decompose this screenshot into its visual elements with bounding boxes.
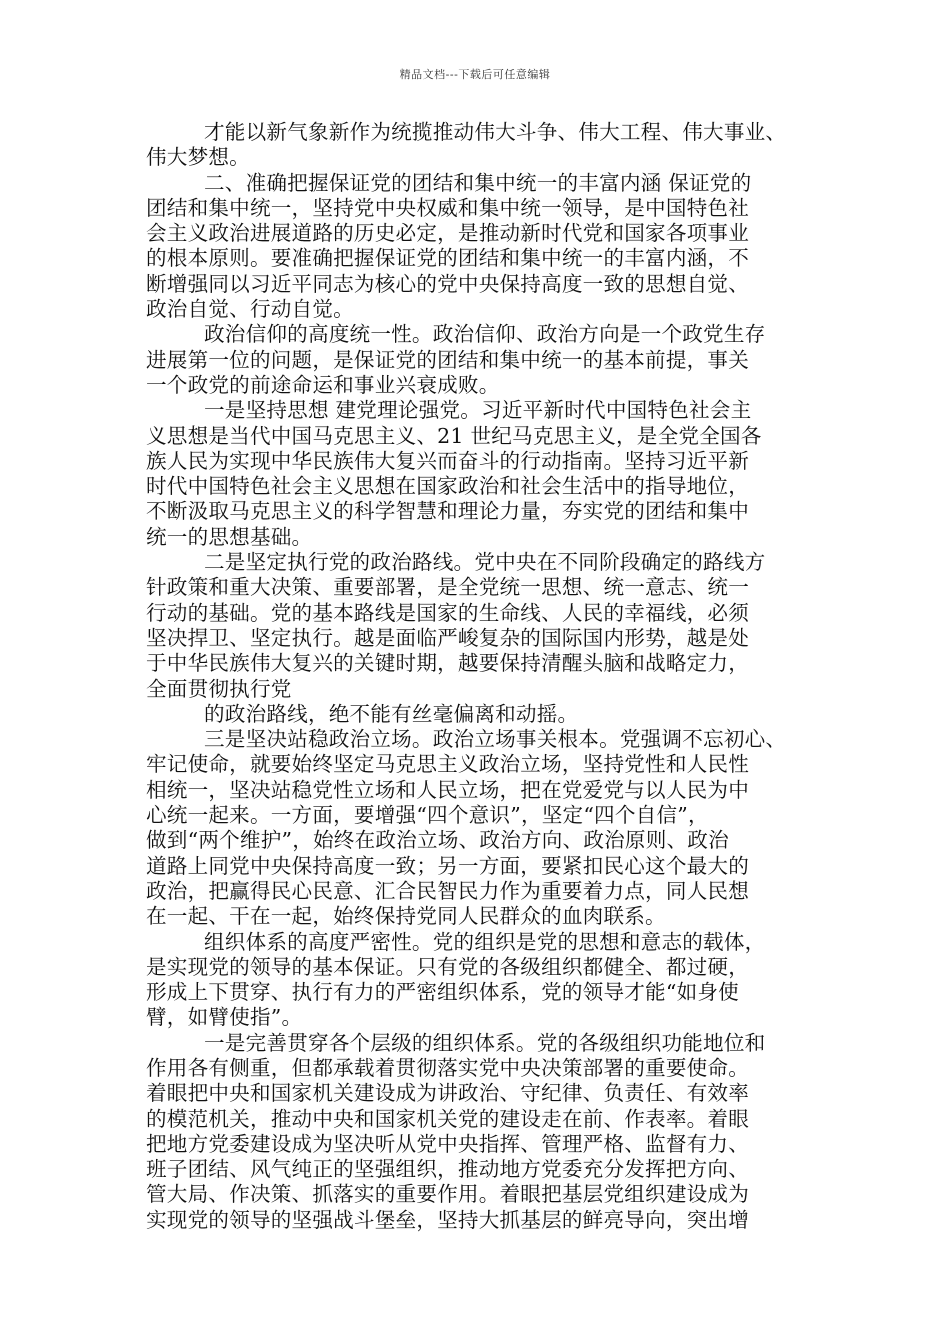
text-line: 时代中国特色社会主义思想在国家政治和社会生活中的指导地位， xyxy=(146,474,750,499)
text-line: 道路上同党中央保持高度一致；另一方面，要紧扣民心这个最大的 xyxy=(146,853,750,878)
text-line: 一是坚持思想 建党理论强党。习近平新时代中国特色社会主 xyxy=(204,398,752,423)
text-line: 实现党的领导的坚强战斗堡垒，坚持大抓基层的鲜亮导向，突出增 xyxy=(146,1207,750,1232)
text-line: 断增强同以习近平同志为核心的党中央保持高度一致的思想自觉、 xyxy=(146,271,750,296)
text-line: 族人民为实现中华民族伟大复兴而奋斗的行动指南。坚持习近平新 xyxy=(146,448,750,473)
text-line: 班子团结、风气纯正的坚强组织，推动地方党委充分发挥把方向、 xyxy=(146,1157,750,1182)
text-line: 进展第一位的问题，是保证党的团结和集中统一的基本前提，事关 xyxy=(146,347,750,372)
text-line: 在一起、干在一起，始终保持党同人民群众的血肉联系。 xyxy=(146,904,666,929)
text-line: 政治，把赢得民心民意、汇合民智民力作为重要着力点，同人民想 xyxy=(146,878,750,903)
text-line: 是实现党的领导的基本保证。只有党的各级组织都健全、都过硬， xyxy=(146,954,750,979)
text-line: 三是坚决站稳政治立场。政治立场事关根本。党强调不忘初心、 xyxy=(204,727,787,752)
text-line: 二、准确把握保证党的团结和集中统一的丰富内涵 保证党的 xyxy=(204,170,752,195)
text-line: 才能以新气象新作为统揽推动伟大斗争、伟大工程、伟大事业、 xyxy=(204,120,787,144)
text-line: 针政策和重大决策、重要部署，是全党统一思想、统一意志、统一 xyxy=(146,575,750,600)
text-line: 臂，如臂使指”。 xyxy=(146,1005,303,1030)
text-line: 于中华民族伟大复兴的关键时期，越要保持清醒头脑和战略定力， xyxy=(146,651,750,676)
text-line: 义思想是当代中国马克思主义、21 世纪马克思主义，是全党全国各 xyxy=(146,423,762,448)
text-line: 行动的基础。党的基本路线是国家的生命线、人民的幸福线，必须 xyxy=(146,600,750,625)
document-body xyxy=(146,120,810,1233)
text-line: 形成上下贯穿、执行有力的严密组织体系，党的领导才能“如身使 xyxy=(146,980,739,1005)
text-line: 的模范机关，推动中央和国家机关党的建设走在前、作表率。着眼 xyxy=(146,1106,750,1131)
text-line: 的政治路线，绝不能有丝毫偏离和动摇。 xyxy=(204,701,579,726)
text-line: 相统一，坚决站稳党性立场和人民立场，把在党爱党与以人民为中 xyxy=(146,777,750,802)
text-line: 牢记使命，就要始终坚定马克思主义政治立场，坚持党性和人民性 xyxy=(146,752,750,777)
text-line: 坚决捍卫、坚定执行。越是面临严峻复杂的国际国内形势，越是处 xyxy=(146,625,750,650)
text-line: 会主义政治进展道路的历史必定，是推动新时代党和国家各项事业 xyxy=(146,221,750,246)
page-header: 精品文档---下载后可任意编辑 xyxy=(399,68,551,81)
text-line: 政治信仰的高度统一性。政治信仰、政治方向是一个政党生存 xyxy=(204,322,766,347)
text-line: 做到“两个维护”，始终在政治立场、政治方向、政治原则、政治 xyxy=(146,828,729,853)
text-line: 不断汲取马克思主义的科学智慧和理论力量，夯实党的团结和集中 xyxy=(146,499,750,524)
text-line: 全面贯彻执行党 xyxy=(146,676,292,701)
text-line: 二是坚定执行党的政治路线。党中央在不同阶段确定的路线方 xyxy=(204,550,766,575)
text-line: 着眼把中央和国家机关建设成为讲政治、守纪律、负责任、有效率 xyxy=(146,1081,750,1106)
text-line: 组织体系的高度严密性。党的组织是党的思想和意志的载体， xyxy=(204,929,766,954)
text-line: 一个政党的前途命运和事业兴衰成败。 xyxy=(146,372,500,397)
text-line: 心统一起来。一方面，要增强“四个意识”，坚定“四个自信”， xyxy=(146,803,709,828)
text-line: 团结和集中统一，坚持党中央权威和集中统一领导，是中国特色社 xyxy=(146,195,750,220)
text-line: 作用各有侧重，但都承载着贯彻落实党中央决策部署的重要使命。 xyxy=(146,1055,750,1080)
text-line: 管大局、作决策、抓落实的重要作用。着眼把基层党组织建设成为 xyxy=(146,1182,750,1207)
text-line: 一是完善贯穿各个层级的组织体系。党的各级组织功能地位和 xyxy=(204,1030,766,1055)
text-line: 伟大梦想。 xyxy=(146,145,250,170)
text-line: 把地方党委建设成为坚决听从党中央指挥、管理严格、监督有力、 xyxy=(146,1131,750,1156)
text-line: 的根本原则。要准确把握保证党的团结和集中统一的丰富内涵，不 xyxy=(146,246,750,271)
text-line: 政治自觉、行动自觉。 xyxy=(146,297,354,322)
text-line: 统一的思想基础。 xyxy=(146,524,313,549)
